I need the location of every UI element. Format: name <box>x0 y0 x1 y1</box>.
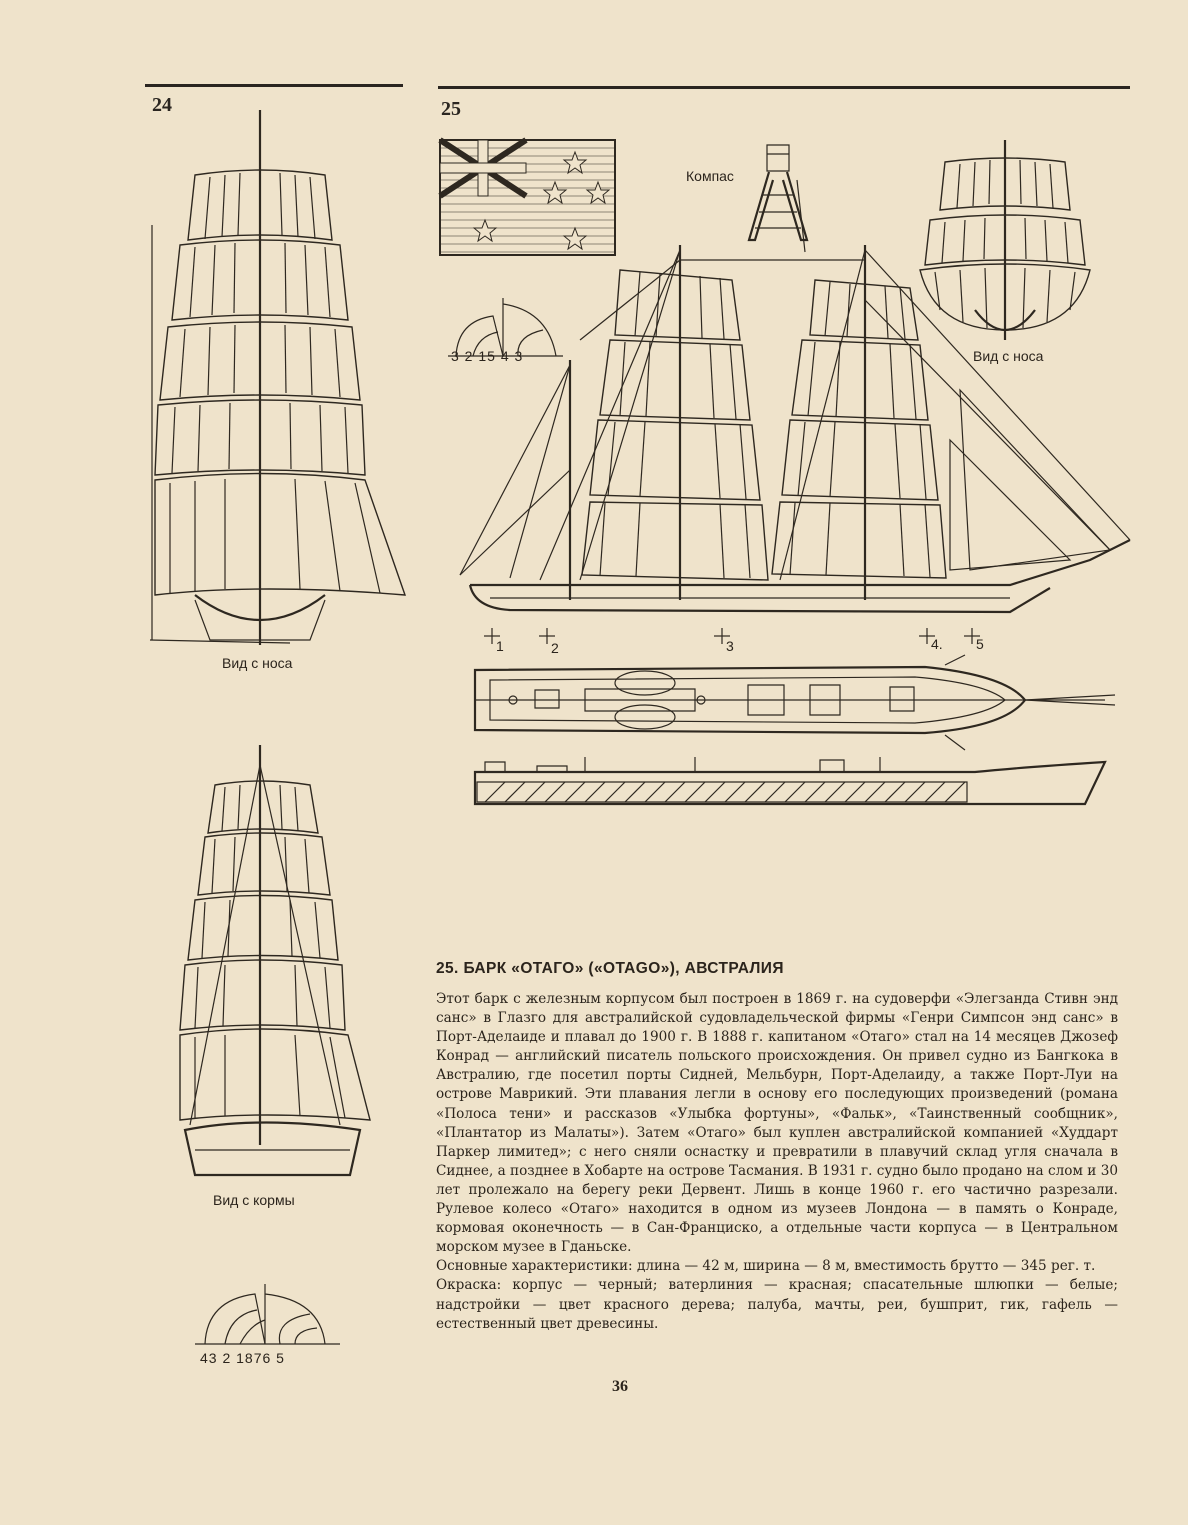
stern-view-caption: Вид с кормы <box>213 1192 295 1208</box>
article-body <box>436 990 1118 1334</box>
article-title: 25. БАРК «ОТАГО» («OTAGO»), АВСТРАЛИЯ <box>436 960 784 977</box>
left-page-number: 24 <box>152 94 172 116</box>
article-paragraph-colors: Окраска: корпус — черный; ватерлиния — красная; спасательные шлюпки — белые; надстройки — цвет красного дерева; палуба, мачты, реи, бушприт, гик, гафель — естественный цвет древесины. <box>436 1277 1118 1332</box>
station-mark-5: 5 <box>976 636 984 652</box>
front-view-caption-right: Вид с носа <box>973 348 1044 364</box>
deck-plan-drawing <box>465 655 1125 755</box>
station-crosses <box>480 628 1000 648</box>
ship-front-view-drawing <box>150 105 430 665</box>
footer-page-number: 36 <box>612 1378 628 1395</box>
header-rule-right <box>438 86 1130 89</box>
header-rule-left <box>145 84 403 87</box>
station-mark-2: 2 <box>551 640 559 656</box>
ship-stern-view-drawing <box>170 745 400 1165</box>
section-numbers-bottom: 43 2 1876 5 <box>200 1350 285 1366</box>
front-view-caption-left: Вид с носа <box>222 655 293 671</box>
station-mark-3: 3 <box>726 638 734 654</box>
right-page-number: 25 <box>441 98 461 120</box>
section-numbers-top: 3 2 15 4 3 <box>451 348 524 364</box>
ship-side-profile-drawing <box>450 240 1130 630</box>
hull-section-drawing-bottom <box>195 1280 345 1350</box>
inboard-profile-drawing <box>465 752 1125 812</box>
station-mark-1: 1 <box>496 638 504 654</box>
compass-label: Компас <box>686 168 734 184</box>
station-mark-4: 4. <box>931 636 943 652</box>
article-paragraph-characteristics: Основные характеристики: длина — 42 м, ширина — 8 м, вместимость брутто — 345 рег. т. <box>436 1258 1096 1275</box>
article-paragraph-history: Этот барк с железным корпусом был построен в 1869 г. на судоверфи «Элегзанда Стивн энд санс» в Глазго для австралийской судовладельческой фирмы «Генри Симпсон энд санс» в Порт-Аделаиде и плавал до 1900 г. В 1888 г. капитаном «Отаго» стал на 14 месяцев Джозеф Конрад — английский писатель польского происхождения. Он привел судно из Бангкока в Австралию, где посетил порты Сидней, Мельбурн, Порт-Аделаиду, а также Порт-Луи на острове Маврикий. Эти плавания легли в основу его последующих произведений (романа «Полоса тени» и рассказов «Улыбка фортуны», «Фальк», «Таинственный сообщник», «Плантатор из Малаты»). Затем «Отаго» был куплен австралийской компанией «Худдарт Паркер лимитед»; с него сняли оснастку и превратили в плавучий склад угля сначала в Сиднее, а позднее в Хобарте на острове Тасмания. В 1931 г. судно было продано на слом и 30 лет пролежало на берегу реки Дервент. Лишь в конце 1960 г. его частично разрезали. Рулевое колесо «Отаго» находится в одном из музеев Лондона — в память о Конраде, кормовая оконечность — в Сан-Франциско, а отдельные части корпуса — в Центральном морском музее в Гданьске. <box>436 991 1118 1256</box>
